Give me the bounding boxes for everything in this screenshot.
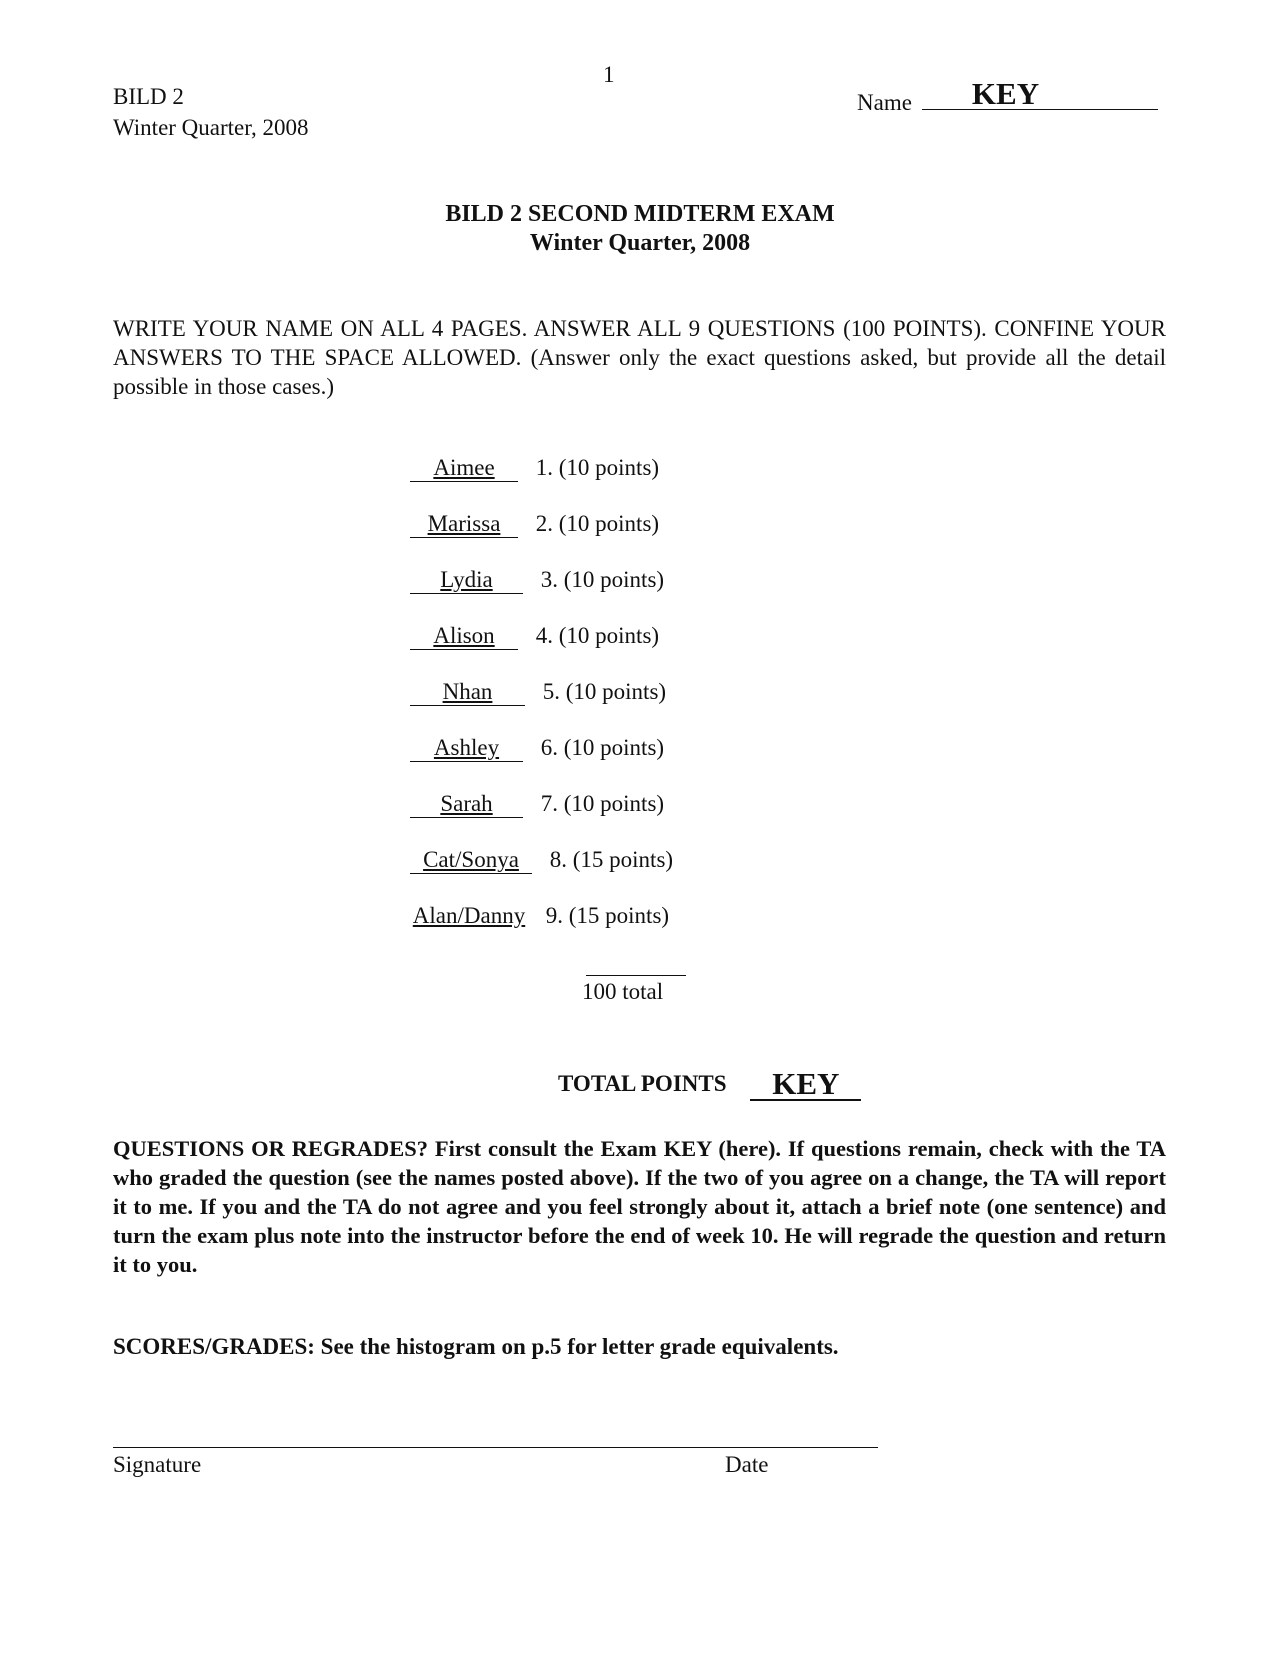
question-points: (10 points)	[563, 791, 665, 816]
question-row	[410, 847, 673, 874]
question-number: 1.	[535, 455, 553, 480]
question-number: 9.	[545, 903, 563, 928]
exam-title: BILD 2 SECOND MIDTERM EXAM	[445, 201, 835, 227]
name-value: KEY	[971, 76, 1040, 111]
grader-name: Cat/Sonya	[410, 847, 532, 874]
question-row	[410, 455, 659, 482]
question-points: (10 points)	[563, 567, 665, 592]
question-points: (10 points)	[558, 455, 660, 480]
grader-name: Alan/Danny	[412, 903, 526, 928]
question-row	[410, 903, 669, 929]
date-label: Date	[725, 1452, 769, 1477]
scores-note: SCORES/GRADES: See the histogram on p.5 for letter grade equivalents.	[113, 1334, 839, 1359]
question-points: (15 points)	[572, 847, 674, 872]
grader-name: Ashley	[410, 735, 523, 762]
question-points: (10 points)	[558, 623, 660, 648]
question-points: (15 points)	[568, 903, 670, 928]
question-number: 7.	[540, 791, 558, 816]
name-field[interactable]	[922, 76, 1158, 111]
total-points-value[interactable]: KEY	[750, 1069, 861, 1101]
question-row	[410, 735, 664, 762]
grader-name: Nhan	[410, 679, 525, 706]
name-line	[857, 76, 1158, 116]
question-row	[410, 679, 666, 706]
page-number: 1	[603, 62, 615, 87]
course-code: BILD 2	[113, 84, 184, 109]
question-number: 5.	[542, 679, 560, 704]
question-number: 4.	[535, 623, 553, 648]
signature-label: Signature	[113, 1452, 202, 1477]
question-points: (10 points)	[563, 735, 665, 760]
grader-name: Lydia	[410, 567, 523, 594]
question-points: (10 points)	[558, 511, 660, 536]
name-label: Name	[857, 90, 912, 115]
points-total: 100 total	[582, 979, 664, 1004]
question-row	[410, 567, 664, 594]
question-number: 2.	[535, 511, 553, 536]
question-row	[410, 791, 664, 818]
question-row	[410, 623, 659, 650]
signature-line[interactable]	[113, 1447, 878, 1448]
exam-subtitle: Winter Quarter, 2008	[529, 230, 751, 256]
instructions-text: WRITE YOUR NAME ON ALL 4 PAGES. ANSWER ALL 9 QUESTIONS (100 POINTS). CONFINE YOUR ANSWERS TO THE SPACE ALLOWED. (Answer only the exact questions asked, but provide all the detail possible in those cases.)	[113, 316, 1166, 399]
grader-name: Aimee	[410, 455, 518, 482]
question-row	[410, 511, 659, 538]
total-rule	[586, 975, 686, 976]
question-number: 3.	[540, 567, 558, 592]
question-number: 8.	[549, 847, 567, 872]
regrade-policy: QUESTIONS OR REGRADES? First consult the Exam KEY (here). If questions remain, check with the TA who graded the question (see the names posted above). If the two of you agree on a change, the TA will report it to me. If you and the TA do not agree and you feel strongly about it, attach a brief note (one sentence) and turn the exam plus note into the instructor before the end of week 10. He will regrade the question and return it to you.	[113, 1136, 1166, 1277]
grader-name: Sarah	[410, 791, 523, 818]
grader-name: Marissa	[410, 511, 518, 538]
question-number: 6.	[540, 735, 558, 760]
course-term: Winter Quarter, 2008	[113, 115, 309, 140]
question-points: (10 points)	[565, 679, 667, 704]
grader-name: Alison	[410, 623, 518, 650]
total-points-label: TOTAL POINTS	[558, 1071, 727, 1096]
total-points	[558, 1066, 861, 1101]
